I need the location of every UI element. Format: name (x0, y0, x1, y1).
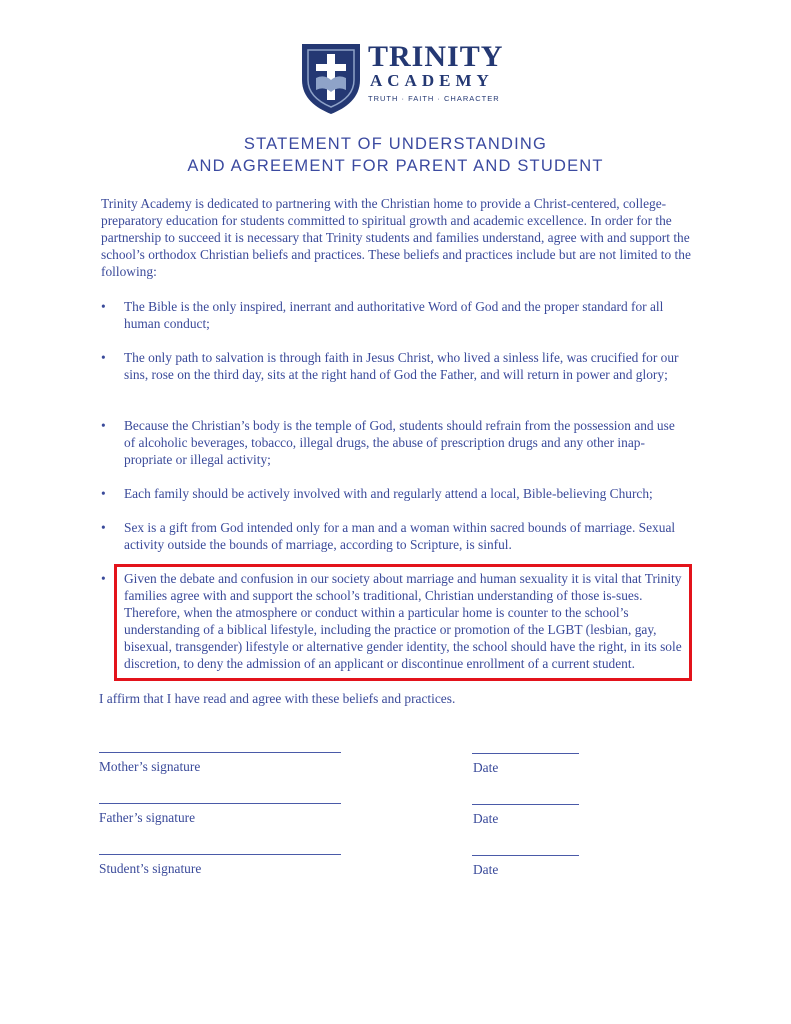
belief-text: The only path to salvation is through faith in Jesus Christ, who lived a sinless life, was crucified for our sins, rose on the third day, sits at the right hand of God the Father, and will return in power and glory; (124, 350, 679, 382)
student-signature-line[interactable] (99, 854, 341, 855)
student-date-line[interactable] (472, 855, 579, 856)
bullet-marker: • (101, 350, 106, 365)
father-date-label: Date (473, 811, 499, 826)
belief-text: Given the debate and confusion in our society about marriage and human sexuality it is vital that Trinity families agree with and support the school’s traditional, Christian understanding of those is-sues. Therefore, when the atmosphere or conduct within a particular home is counter to the school’s understanding of a biblical lifestyle, including the practice or promotion of the LGBT (lesbian, gay, bisexual, transgender) lifestyle or alternative gender identity, the school should have the right, in its sole discretion, to deny the admission of an applicant or discontinue enrollment of a current student. (124, 571, 682, 671)
mother-date-line[interactable] (472, 753, 579, 754)
belief-text: Because the Christian’s body is the temple of God, students should refrain from the possession and use of alcoholic beverages, tobacco, illegal drugs, the abuse of prescription drugs and any other inap-propriate or illegal activity; (124, 418, 675, 467)
brand-tagline: TRUTH · FAITH · CHARACTER (368, 94, 500, 103)
mother-signature-label: Mother’s signature (99, 759, 201, 774)
bullet-marker: • (101, 571, 106, 586)
mother-signature-line[interactable] (99, 752, 341, 753)
student-signature-label: Student’s signature (99, 861, 202, 876)
bullet-marker: • (101, 299, 106, 314)
brand-subtitle: ACADEMY (370, 71, 494, 90)
bullet-marker: • (101, 418, 106, 433)
belief-text: Sex is a gift from God intended only for a man and a woman within sacred bounds of marriage. Sexual activity outside the bounds of marriage, according to Scripture, is sinful. (124, 520, 676, 552)
intro-paragraph: Trinity Academy is dedicated to partnering with the Christian home to provide a Christ-centered, college-preparatory education for students committed to spiritual growth and academic excellence. In order for the partnership to succeed it is necessary that Trinity students and families understand, agree with and support the school’s orthodox Christian beliefs and practices. These beliefs and practices include but are not limited to the following: (101, 196, 691, 279)
father-signature-label: Father’s signature (99, 810, 196, 825)
father-signature-line[interactable] (99, 803, 341, 804)
brand-name: TRINITY (368, 40, 504, 73)
mother-date-label: Date (473, 760, 499, 775)
belief-text: The Bible is the only inspired, inerrant and authoritative Word of God and the proper standard for all human conduct; (124, 299, 664, 331)
belief-text: Each family should be actively involved with and regularly attend a local, Bible-believing Church; (124, 486, 653, 501)
title-line-1: STATEMENT OF UNDERSTANDING (243, 135, 548, 153)
father-date-line[interactable] (472, 804, 579, 805)
student-date-label: Date (473, 862, 499, 877)
highlight-box (114, 564, 692, 681)
bullet-marker: • (101, 486, 106, 501)
affirmation-text: I affirm that I have read and agree with these beliefs and practices. (99, 691, 456, 706)
shield-cross-icon (300, 42, 362, 116)
bullet-marker: • (101, 520, 106, 535)
school-logo (298, 40, 504, 120)
title-line-2: AND AGREEMENT FOR PARENT AND STUDENT (187, 157, 604, 175)
page-title (0, 133, 791, 177)
